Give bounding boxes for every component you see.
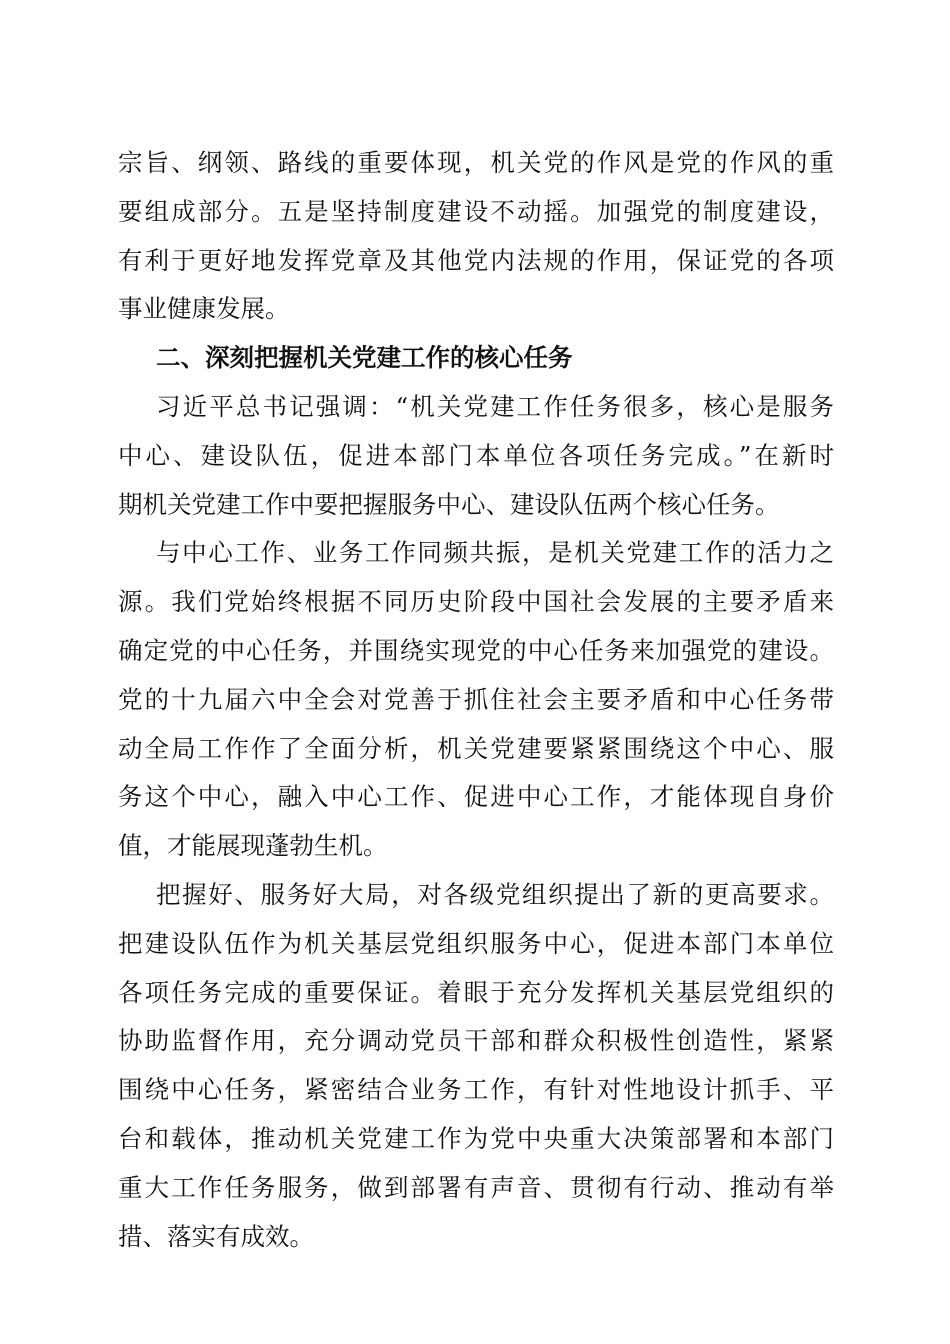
paragraph-line: 有利于更好地发挥党章及其他党内法规的作用，保证党的各项 [118, 245, 834, 275]
paragraph-line: 重大工作任务服务，做到部署有声音、贯彻有行动、推动有举 [118, 1172, 834, 1202]
paragraph-line: 各项任务完成的重要保证。着眼于充分发挥机关基层党组织的 [118, 977, 834, 1007]
paragraph-line: 把建设队伍作为机关基层党组织服务中心，促进本部门本单位 [118, 928, 834, 958]
paragraph-line: 事业健康发展。 [118, 294, 290, 324]
paragraph-line: 协助监督作用，充分调动党员干部和群众积极性创造性，紧紧 [118, 1026, 834, 1056]
paragraph-line: 习近平总书记强调：“机关党建工作任务很多，核心是服务 [156, 391, 834, 421]
document-page [118, 139, 834, 1261]
paragraph-line: 值，才能展现蓬勃生机。 [118, 831, 388, 861]
paragraph-line: 动全局工作作了全面分析，机关党建要紧紧围绕这个中心、服 [118, 733, 834, 763]
paragraph-line: 宗旨、纲领、路线的重要体现，机关党的作风是党的作风的重 [118, 148, 834, 177]
paragraph-line: 把握好、服务好大局，对各级党组织提出了新的更高要求。 [156, 879, 834, 909]
paragraph-continuation [118, 139, 834, 334]
paragraph-line: 务这个中心，融入中心工作、促进中心工作，才能体现自身价 [118, 782, 834, 812]
paragraph-line: 要组成部分。五是坚持制度建设不动摇。加强党的制度建设， [118, 196, 834, 226]
paragraph-line: 与中心工作、业务工作同频共振，是机关党建工作的活力之 [156, 538, 834, 568]
paragraph-line: 台和载体，推动机关党建工作为党中央重大决策部署和本部门 [118, 1123, 834, 1153]
paragraph-line: 期机关党建工作中要把握服务中心、建设队伍两个核心任务。 [118, 489, 780, 519]
paragraph-line: 措、落实有成效。 [118, 1221, 314, 1251]
paragraph-center-work [118, 529, 834, 871]
paragraph-team-building [118, 871, 834, 1261]
section-heading: 二、深刻把握机关党建工作的核心任务 [156, 343, 573, 373]
paragraph-line: 围绕中心任务，紧密结合业务工作，有针对性地设计抓手、平 [118, 1075, 834, 1105]
paragraph-line: 源。我们党始终根据不同历史阶段中国社会发展的主要矛盾来 [118, 587, 834, 617]
paragraph-line: 确定党的中心任务，并围绕实现党的中心任务来加强党的建设。 [118, 635, 834, 665]
paragraph-core-tasks-quote [118, 383, 834, 529]
paragraph-line: 中心、建设队伍，促进本部门本单位各项任务完成。”在新时 [118, 440, 834, 470]
paragraph-line: 党的十九届六中全会对党善于抓住社会主要矛盾和中心任务带 [118, 684, 834, 714]
